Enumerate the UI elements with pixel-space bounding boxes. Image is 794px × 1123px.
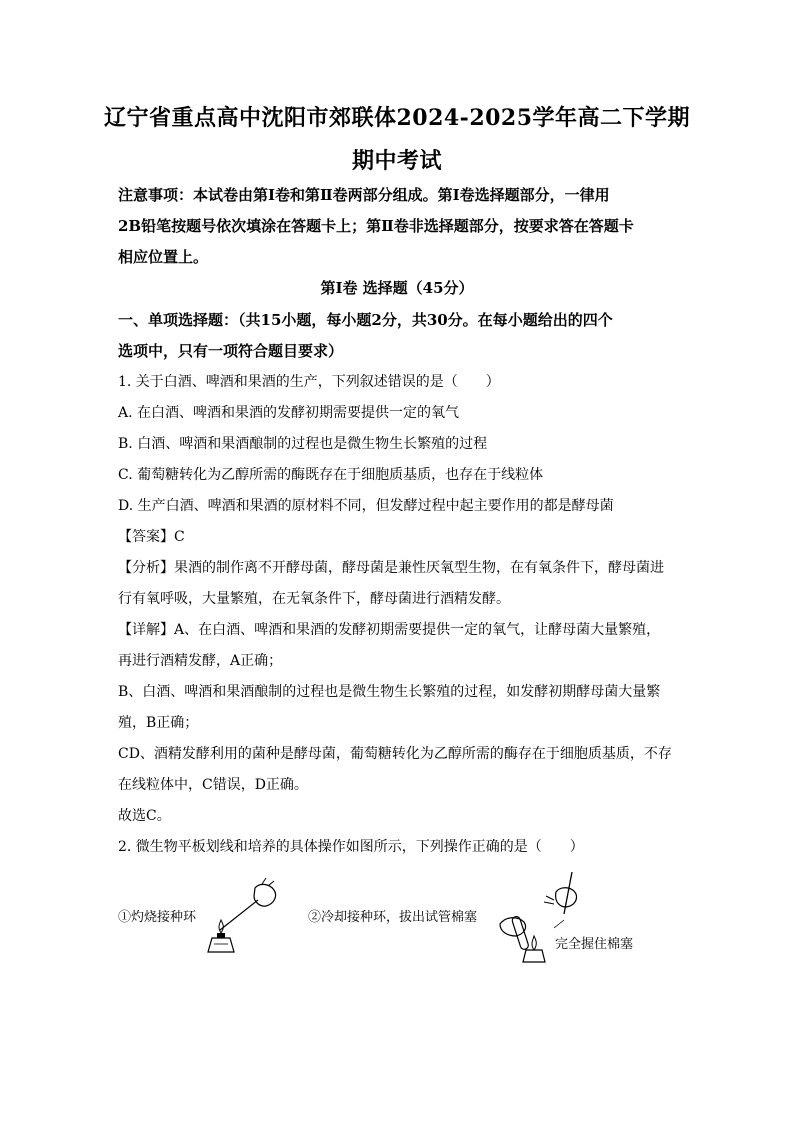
q1-option-c: C. 葡萄糖转化为乙醇所需的酶既存在于细胞质基质，也存在于线粒体 (118, 467, 544, 483)
q1-detail-line7: 故选C。 (118, 808, 171, 824)
part1-heading-line2: 选项中，只有一项符合题目要求） (118, 342, 344, 360)
q1-option-d: D. 生产白酒、啤酒和果酒的原材料不同，但发酵过程中起主要作用的都是酵母菌 (118, 498, 614, 514)
q1-detail-line5: CD、酒精发酵利用的菌种是酵母菌，葡萄糖转化为乙醇所需的酶存在于细胞质基质，不存 (118, 746, 672, 762)
q1-stem: 1. 关于白酒、啤酒和果酒的生产，下列叙述错误的是（ ） (118, 374, 500, 390)
doc-title-line1: 辽宁省重点高中沈阳市郊联体2024-2025学年高二下学期 (103, 105, 691, 131)
notice-line-2: 2B铅笔按题号依次填涂在答题卡上；第Ⅱ卷非选择题部分，按要求答在答题卡 (118, 217, 634, 235)
q1-option-b: B. 白酒、啤酒和果酒酿制的过程也是微生物生长繁殖的过程 (118, 436, 488, 452)
notice-line-1: 注意事项：本试卷由第Ⅰ卷和第Ⅱ卷两部分组成。第Ⅰ卷选择题部分，一律用 (118, 186, 610, 204)
q2-stem: 2. 微生物平板划线和培养的具体操作如图所示，下列操作正确的是（ ） (118, 839, 584, 855)
fig-label-step1: ①灼烧接种环 (118, 910, 197, 925)
fig-label-note: 完全握住棉塞 (555, 937, 634, 952)
section-title: 第Ⅰ卷 选择题（45分） (320, 279, 474, 297)
q1-option-a: A. 在白酒、啤酒和果酒的发酵初期需要提供一定的氧气 (118, 405, 460, 421)
q1-detail-line4: 殖，B正确； (118, 715, 199, 731)
q1-detail-line3: B、白酒、啤酒和果酒酿制的过程也是微生物生长繁殖的过程，如发酵初期酵母菌大量繁 (118, 684, 661, 700)
q1-detail-line2: 再进行酒精发酵，A正确； (118, 653, 283, 669)
part1-heading-line1: 一、单项选择题：（共15小题，每小题2分，共30分。在每小题给出的四个 (118, 311, 613, 329)
q1-detail-line1: 【详解】A、在白酒、啤酒和果酒的发酵初期需要提供一定的氧气，让酵母菌大量繁殖， (118, 622, 661, 638)
doc-title-line2: 期中考试 (351, 148, 442, 174)
q1-analysis-line1: 【分析】果酒的制作离不开酵母菌，酵母菌是兼性厌氧型生物，在有氧条件下，酵母菌进 (118, 560, 664, 576)
fig-label-step2: ②冷却接种环，拔出试管棉塞 (308, 910, 478, 925)
q1-analysis-line2: 行有氧呼吸，大量繁殖，在无氧条件下，酵母菌进行酒精发酵。 (118, 591, 510, 607)
q1-detail-line6: 在线粒体中，C错误，D正确。 (118, 777, 308, 793)
notice-line-3: 相应位置上。 (118, 248, 209, 266)
q1-answer: 【答案】C (118, 529, 185, 545)
flame-loop-illustration (200, 878, 290, 958)
